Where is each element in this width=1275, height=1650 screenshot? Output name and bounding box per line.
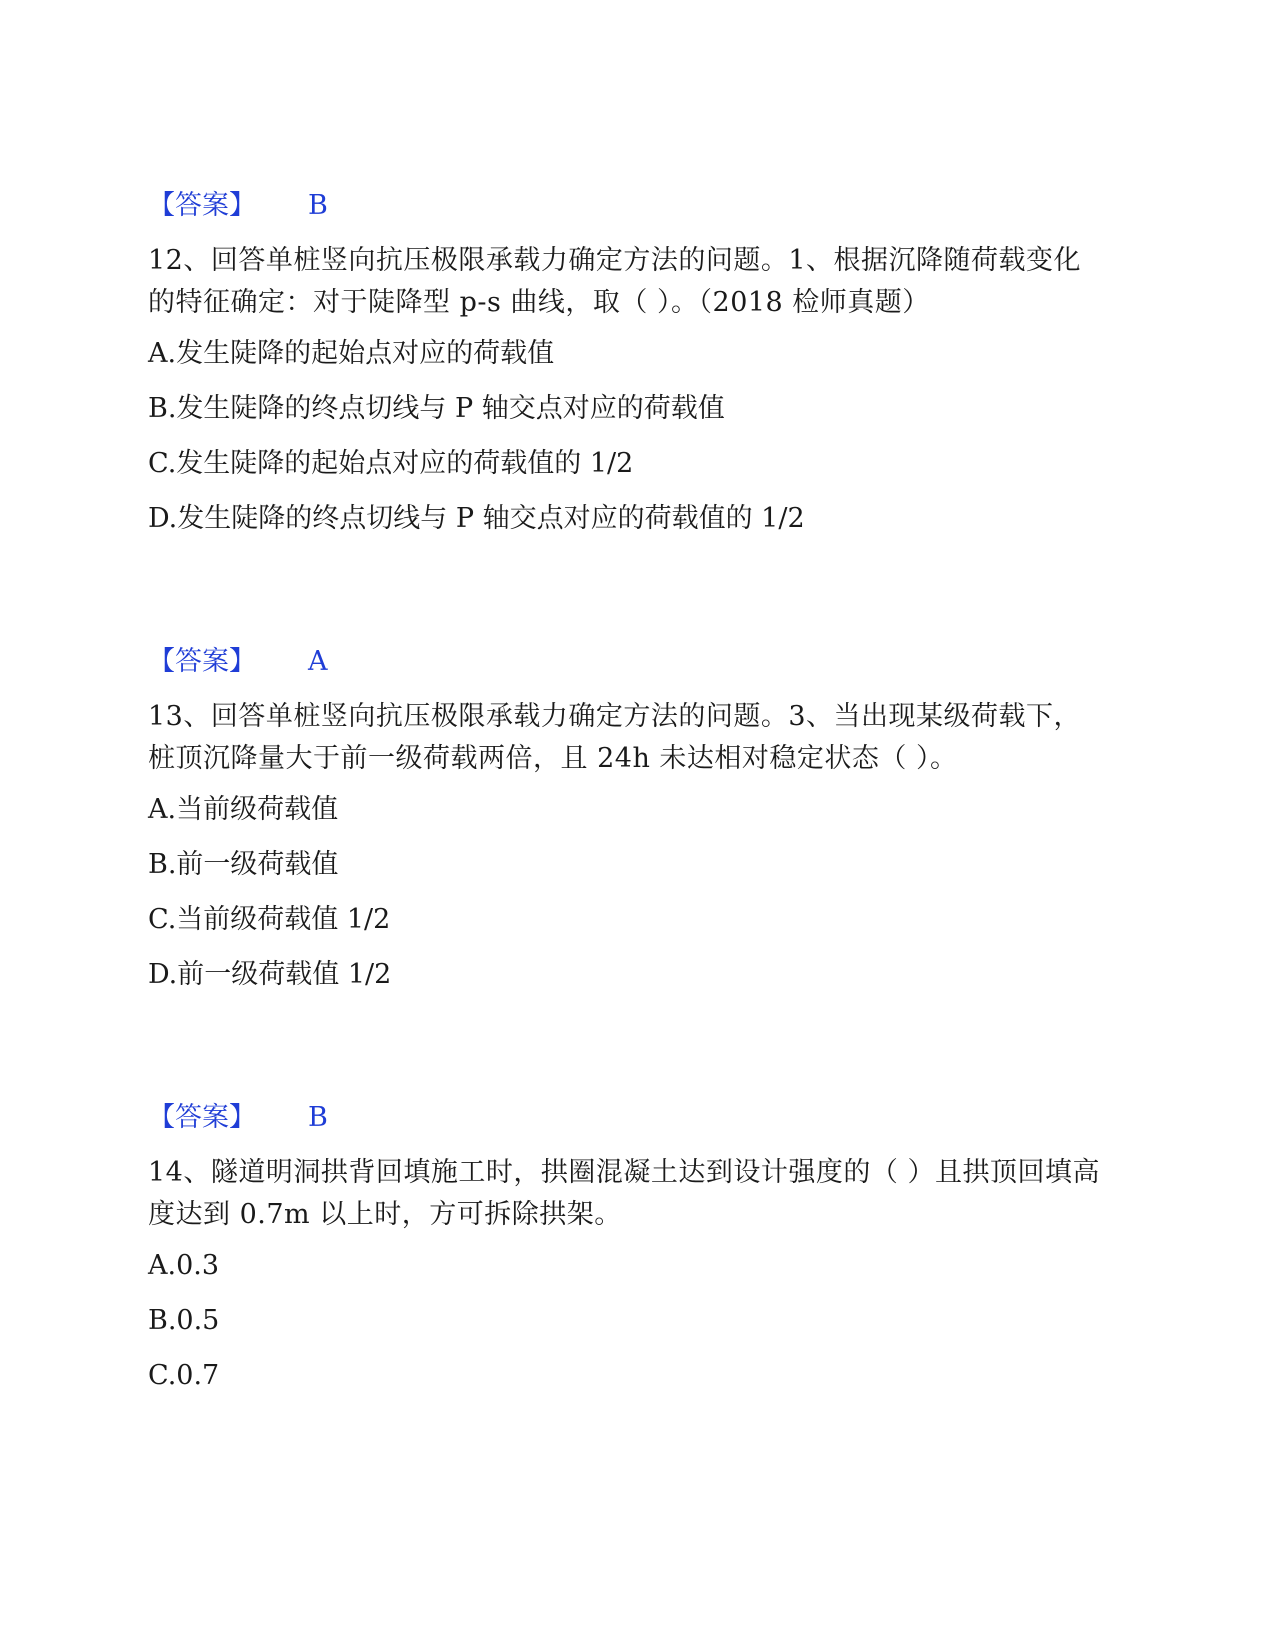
- answer-value: B: [308, 1102, 328, 1133]
- question-14-option-b: B.0.5: [148, 1305, 220, 1336]
- question-13-option-c: C.当前级荷载值 1/2: [148, 904, 391, 935]
- question-12-option-d: D.发生陡降的终点切线与 P 轴交点对应的荷载值的 1/2: [148, 503, 805, 534]
- question-13-text: 13、回答单桩竖向抗压极限承载力确定方法的问题。3、当出现某级荷载下，桩顶沉降量大于前一级荷载两倍，且 24h 未达相对稳定状态（ ）。: [148, 701, 1082, 774]
- answer-label: 【答案】: [148, 1102, 256, 1133]
- question-14-text: 14、隧道明洞拱背回填施工时，拱圈混凝土达到设计强度的（ ）且拱顶回填高度达到 0.7m 以上时，方可拆除拱架。: [148, 1157, 1100, 1230]
- question-12-option-b: B.发生陡降的终点切线与 P 轴交点对应的荷载值: [148, 393, 725, 424]
- question-12-text: 12、回答单桩竖向抗压极限承载力确定方法的问题。1、根据沉降随荷载变化的特征确定：对于陡降型 p-s 曲线，取（ ）。（2018 检师真题）: [148, 245, 1082, 318]
- answer-value: B: [308, 190, 328, 221]
- answer-label: 【答案】: [148, 190, 256, 221]
- answer-line: [148, 1098, 1108, 1138]
- question-14-option-a: A.0.3: [148, 1250, 220, 1281]
- answer-line: [148, 642, 1108, 682]
- question-12-option-a: A.发生陡降的起始点对应的荷载值: [148, 338, 555, 369]
- answer-label: 【答案】: [148, 646, 256, 677]
- question-13-option-d: D.前一级荷载值 1/2: [148, 959, 392, 990]
- question-14-option-c: C.0.7: [148, 1360, 220, 1391]
- question-13-option-a: A.当前级荷载值: [148, 794, 339, 825]
- answer-line: [148, 186, 1108, 226]
- answer-value: A: [308, 646, 328, 677]
- question-12-option-c: C.发生陡降的起始点对应的荷载值的 1/2: [148, 448, 634, 479]
- question-13-option-b: B.前一级荷载值: [148, 849, 339, 880]
